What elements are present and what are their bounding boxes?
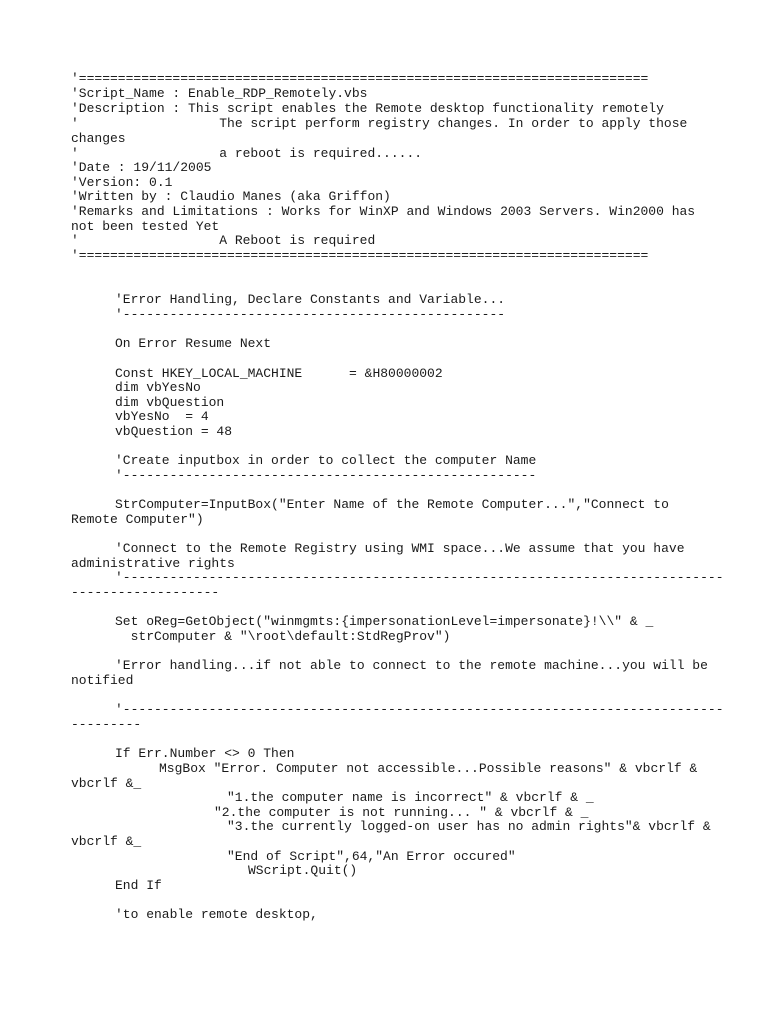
description-line-2-wrap: changes: [71, 131, 126, 146]
comment-error-handling: 'Error Handling, Declare Constants and Variable...: [115, 292, 506, 307]
code-end-if: End If: [115, 878, 162, 893]
remarks-line-wrap: not been tested Yet: [71, 219, 220, 234]
code-dim-vbyesno: dim vbYesNo: [115, 380, 201, 395]
code-msgbox-reason-2: "2.the computer is not running... " & vbcrlf & _: [214, 805, 589, 820]
code-dim-vbquestion: dim vbQuestion: [115, 395, 225, 410]
code-msgbox-reason-1: "1.the computer name is incorrect" & vbcrlf & _: [227, 790, 594, 805]
date-line: 'Date : 19/11/2005: [71, 160, 212, 175]
code-vbquestion-assign: vbQuestion = 48: [115, 424, 233, 439]
comment-dash-4-wrap: ---------: [71, 717, 142, 732]
code-getobject-cont: strComputer & "\root\default:StdRegProv"): [115, 629, 451, 644]
code-vbyesno-assign: vbYesNo = 4: [115, 409, 209, 424]
comment-dash-2: '-----------------------------------------------------: [115, 468, 537, 483]
code-msgbox: MsgBox "Error. Computer not accessible...Possible reasons" & vbcrlf &: [159, 761, 698, 776]
comment-dash-4: '-----------------------------------------------------------------------------: [115, 702, 724, 717]
header-separator-bottom: '=========================================================================: [71, 248, 649, 263]
code-if-err: If Err.Number <> 0 Then: [115, 746, 295, 761]
version-line: 'Version: 0.1: [71, 175, 173, 190]
remarks-line: 'Remarks and Limitations : Works for WinXP and Windows 2003 Servers. Win2000 has: [71, 204, 696, 219]
comment-dash-1: '-------------------------------------------------: [115, 307, 506, 322]
code-const-hklm: Const HKEY_LOCAL_MACHINE = &H80000002: [115, 366, 443, 381]
comment-enable-rdp: 'to enable remote desktop,: [115, 907, 318, 922]
comment-error-notify: 'Error handling...if not able to connect to the remote machine...you will be: [115, 658, 708, 673]
comment-error-notify-wrap: notified: [71, 673, 134, 688]
description-line-2: ' The script perform registry changes. In order to apply those: [71, 116, 688, 131]
comment-create-inputbox: 'Create inputbox in order to collect the computer Name: [115, 453, 537, 468]
code-inputbox: StrComputer=InputBox("Enter Name of the Remote Computer...","Connect to: [115, 497, 669, 512]
code-msgbox-wrap: vbcrlf &_: [71, 776, 142, 791]
header-separator-top: '=========================================================================: [71, 71, 649, 86]
code-wscript-quit: WScript.Quit(): [248, 863, 358, 878]
comment-connect-registry: 'Connect to the Remote Registry using WMI space...We assume that you have: [115, 541, 685, 556]
reboot-line: ' A Reboot is required: [71, 233, 376, 248]
code-inputbox-wrap: Remote Computer"): [71, 512, 204, 527]
code-msgbox-reason-3: "3.the currently logged-on user has no admin rights"& vbcrlf &: [227, 819, 711, 834]
script-name-line: 'Script_Name : Enable_RDP_Remotely.vbs: [71, 86, 368, 101]
comment-dash-3: '-----------------------------------------------------------------------------: [115, 570, 724, 585]
author-line: 'Written by : Claudio Manes (aka Griffon): [71, 189, 391, 204]
description-line-3: ' a reboot is required......: [71, 146, 423, 161]
code-msgbox-reason-3-wrap: vbcrlf &_: [71, 834, 142, 849]
comment-dash-3-wrap: -------------------: [71, 585, 220, 600]
code-on-error: On Error Resume Next: [115, 336, 272, 351]
description-line: 'Description : This script enables the Remote desktop functionality remotely: [71, 101, 664, 116]
code-getobject: Set oReg=GetObject("winmgmts:{impersonationLevel=impersonate}!\\" & _: [115, 614, 654, 629]
comment-connect-registry-wrap: administrative rights: [71, 556, 235, 571]
code-msgbox-end: "End of Script",64,"An Error occured": [227, 849, 516, 864]
